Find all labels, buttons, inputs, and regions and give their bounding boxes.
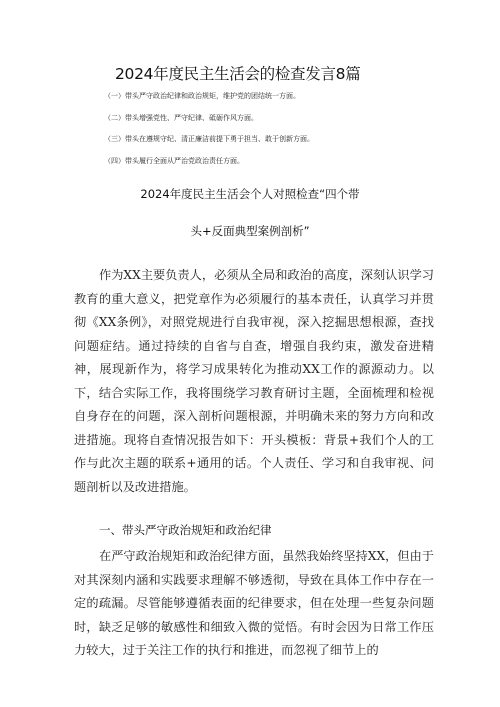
toc-item: （四）带头履行全面从严治党政治责任方面。 <box>104 156 244 165</box>
intro-paragraph: 作为XX主要负责人，必须从全局和政治的高度，深刻认识学习教育的重大意义，把党章作为必须履行的基本责任，认真学习并贯彻《XX条例》，对照党规进行自我审视，深入挖掘思想根源，查找问题症结。通过持续的自省与自查，增强自我约束，激发奋进精神，展现新作为，将学习成果转化为推动XX工作的源源动力。以下，结合实际工作，我将围绕学习教育研讨主题，全面梳理和检视自身存在的问题，深入剖析问题根源，并明确未来的努力方向和改进措施。现将自查情况报告如下：开头模板：背景+我们个人的工作与此次主题的联系+通用的话。个人责任、学习和自我审视、问题剖析以及改进措施。 <box>74 268 434 494</box>
article-title-line-1: 2024年度民主生活会个人对照检查“四个带 <box>140 187 360 201</box>
toc-item: （三）带头在遵规守纪、清正廉洁前提下勇于担当、敢于创新方面。 <box>104 135 314 143</box>
toc-item: （一）带头严守政治纪律和政治规矩，维护党的团结统一方面。 <box>104 92 300 100</box>
section-heading: 一、带头严守政治规矩和政治纪律 <box>99 523 272 537</box>
article-title-line-2: 头+反面典型案例剖析” <box>190 224 310 238</box>
body-paragraph: 在严守政治规矩和政治纪律方面，虽然我始终坚持XX，但由于对其深刻内涵和实践要求理解不够透彻，导致在具体工作中存在一定的疏漏。尽管能够遵循表面的纪律要求，但在处理一些复杂问题时，缺乏足够的敏感性和细致入微的觉悟。有时会因为日常工作压力较大，过于关注工作的执行和推进，而忽视了细节上的 <box>74 549 434 657</box>
toc-item: （二）带头增强党性、严守纪律、砥砺作风方面。 <box>104 113 258 122</box>
document-title: 2024年度民主生活会的检查发言8篇 <box>115 65 361 83</box>
table-of-contents <box>104 86 464 172</box>
